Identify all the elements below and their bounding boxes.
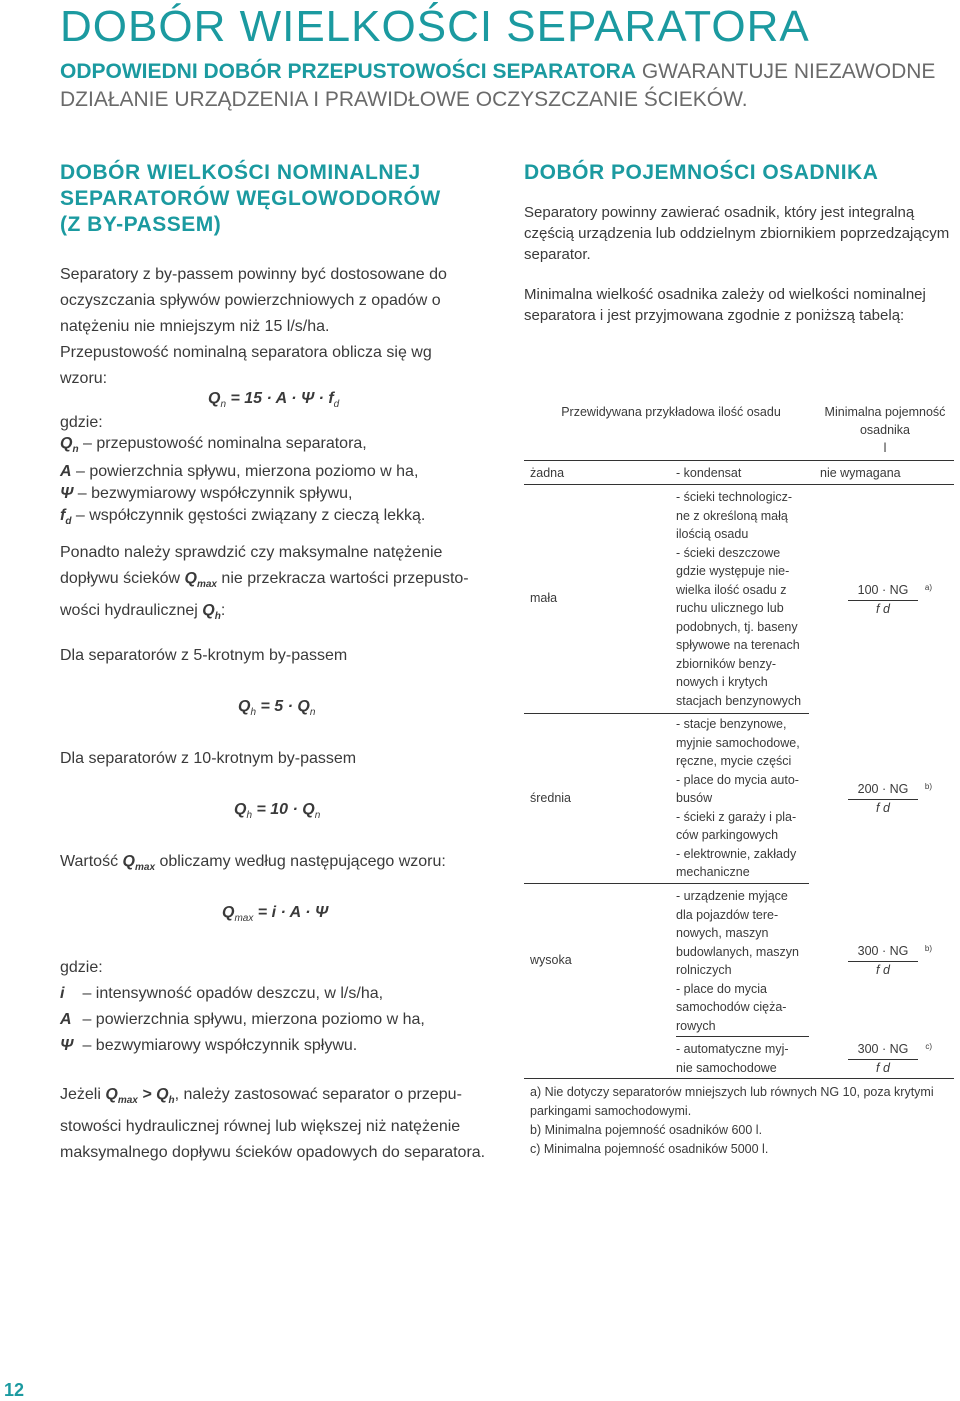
left-heading bbox=[60, 160, 500, 238]
definition-a-2: A – powierzchnia spływu, mierzona poziomo w ha, bbox=[60, 1011, 425, 1028]
table-row-1-level: mała bbox=[530, 591, 558, 605]
definitions-list-1 bbox=[60, 433, 425, 533]
definition-a: A – powierzchnia spływu, mierzona poziomo w ha, bbox=[60, 463, 419, 481]
table-divider-bottom bbox=[524, 1078, 954, 1079]
table-divider-4 bbox=[676, 1036, 809, 1037]
page-title: DOBÓR WIELKOŚCI SEPARATORA bbox=[60, 2, 810, 51]
table-row-1-desc: - ścieki technologicz- ne z określoną małą ilością osadu - ścieki deszczowe gdzie występuje nie- wielka ilość osadu z ruchu ulicznego lub podobnych, tj. baseny spływowe na terenach zbiorników benzy- nowych i krytych stacjach benzynowych bbox=[676, 490, 802, 708]
left-heading-line-1: DOBÓR WIELKOŚCI NOMINALNEJ bbox=[60, 161, 421, 184]
table-row-3-desc: - urządzenie myjące dla pojazdów tere- nowych, maszyn budowlanych, maszyn rolniczych - place do mycia samochodów cięża- rowych bbox=[676, 889, 799, 1033]
left-heading-line-2: SEPARATORÓW WĘGLOWODORÓW bbox=[60, 187, 441, 210]
qmax-formula-label: Wartość $Q_{max}$ obliczamy według następującego wzoru: bbox=[60, 853, 446, 874]
formula-qmax: $Q_{max} = i \cdot A \cdot \Psi$ bbox=[222, 904, 329, 925]
table-row-4-desc: - automatyczne myj- nie samochodowe bbox=[676, 1042, 789, 1075]
subtitle-bold: ODPOWIEDNI DOBÓR PRZEPUSTOWOŚCI SEPARATORA bbox=[60, 60, 636, 83]
final-paragraph: Jeżeli $Q_{max} > Q_h$, należy zastosować separator o przepustowości hydraulicznej równej lub większej niż natężenie maksymalnego dopływu ścieków opadowych do separatora. bbox=[60, 1086, 486, 1162]
table-divider-3 bbox=[524, 883, 809, 884]
table-row-4-fraction: 300 · NG c) f d bbox=[848, 1041, 918, 1076]
footnote-a: a) Nie dotyczy separatorów mniejszych lub równych NG 10, poza krytymi parkingami samochodowymi. bbox=[530, 1085, 934, 1118]
table-row-3-level: wysoka bbox=[530, 953, 572, 967]
left-heading-line-3: (Z BY-PASSEM) bbox=[60, 213, 222, 236]
right-paragraph-1: Separatory powinny zawierać osadnik, który jest integralną częścią urządzenia lub oddzielnym zbiornikiem poprzedzającym separator. bbox=[524, 204, 950, 263]
formula-bypass-5: $Q_h = 5 \cdot Q_n$ bbox=[238, 698, 316, 719]
table-row-1-fraction: 100 · NG a) f d bbox=[848, 582, 918, 617]
page-subtitle bbox=[60, 58, 950, 114]
where-label: gdzie: bbox=[60, 414, 103, 431]
table-divider-top bbox=[524, 460, 954, 461]
table-footnotes bbox=[530, 1083, 954, 1159]
intro-paragraph: Separatory z by-passem powinny być dostosowane do oczyszczania spływów powierzchniowych z opadów o natężeniu nie mniejszym niż 15 l/s/ha. bbox=[60, 266, 447, 335]
intro-paragraph-2: Przepustowość nominalną separatora oblicza się wg wzoru: bbox=[60, 344, 432, 387]
table-row-3-fraction: 300 · NG b) f d bbox=[848, 943, 918, 978]
footnote-b: b) Minimalna pojemność osadników 600 l. bbox=[530, 1123, 763, 1137]
where-label-2: gdzie: bbox=[60, 959, 103, 976]
footnote-c: c) Minimalna pojemność osadników 5000 l. bbox=[530, 1142, 769, 1156]
table-divider-1 bbox=[524, 484, 954, 485]
right-heading: DOBÓR POJEMNOŚCI OSADNIKA bbox=[524, 161, 879, 184]
definition-psi: Ψ – bezwymiarowy współczynnik spływu, bbox=[60, 485, 353, 503]
table-divider-2 bbox=[524, 713, 809, 714]
definition-qn: $Q_n$ – przepustowość nominalna separatora, bbox=[60, 435, 367, 456]
formula-qn: $Q_n = 15 \cdot A \cdot \Psi \cdot f_d$ bbox=[208, 390, 340, 411]
bypass-5-label: Dla separatorów z 5-krotnym by-passem bbox=[60, 647, 348, 664]
definition-psi-2: Ψ – bezwymiarowy współczynnik spływu. bbox=[60, 1037, 358, 1054]
table-header-capacity: Minimalna pojemność osadnika l bbox=[824, 405, 946, 455]
definition-fd: $f_d$ – współczynnik gęstości związany z cieczą lekką. bbox=[60, 507, 426, 528]
formula-bypass-10: $Q_h = 10 \cdot Q_n$ bbox=[234, 801, 321, 822]
table-row-2-fraction: 200 · NG b) f d bbox=[848, 781, 918, 816]
subtitle-rest: GWARANTUJE NIEZAWODNE DZIAŁANIE URZĄDZENIA I PRAWIDŁOWE OCZYSZCZANIE ŚCIEKÓW. bbox=[60, 60, 936, 111]
table-row-2-desc: - stacje benzynowe, myjnie samochodowe, ręczne, mycie części - place do mycia auto- busów - ścieki z garaży i pla- ców parkingowych - elektrownie, zakłady mechaniczne bbox=[676, 717, 800, 879]
definition-i: i – intensywność opadów deszczu, w l/s/ha, bbox=[60, 985, 384, 1002]
qmax-check-paragraph: Ponadto należy sprawdzić czy maksymalne natężenie dopływu ścieków $Q_{max}$ nie przekracza wartości przepustowości hydraulicznej $Q_h$: bbox=[60, 544, 469, 623]
table-row-0-desc: - kondensat bbox=[676, 466, 742, 480]
definitions-list-2 bbox=[60, 981, 425, 1059]
right-paragraph-2: Minimalna wielkość osadnika zależy od wielkości nominalnej separatora i jest przyjmowana zgodnie z poniższą tabelą: bbox=[524, 286, 926, 324]
table-row-0-value: nie wymagana bbox=[820, 466, 901, 480]
bypass-10-label: Dla separatorów z 10-krotnym by-passem bbox=[60, 750, 357, 767]
page-number: 12 bbox=[4, 1380, 25, 1400]
table-row-2-level: średnia bbox=[530, 791, 571, 805]
table-row-0-level: żadna bbox=[530, 466, 565, 480]
table-header-amount: Przewidywana przykładowa ilość osadu bbox=[561, 405, 781, 419]
